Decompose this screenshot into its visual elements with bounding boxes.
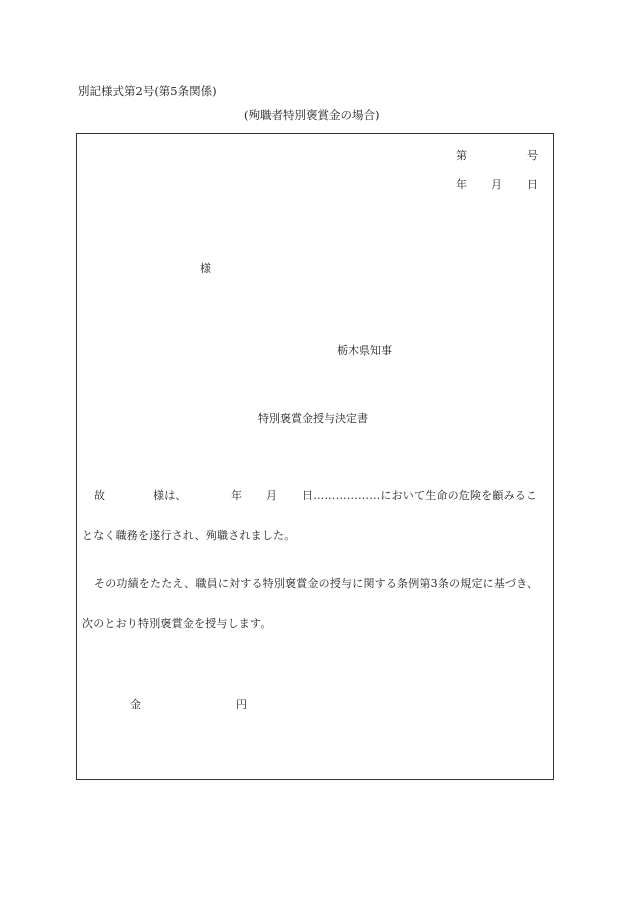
date-month: 月 bbox=[491, 178, 502, 191]
body-p1-month: 月 bbox=[266, 489, 278, 502]
document-title: 特別褒賞金授与決定書 bbox=[258, 412, 368, 425]
body-p1-sama: 様は、 bbox=[153, 489, 187, 502]
body-p1-ko: 故 bbox=[94, 489, 106, 502]
document-frame bbox=[76, 133, 554, 780]
body-p1-year: 年 bbox=[231, 489, 243, 502]
form-subtitle: (殉職者特別褒賞金の場合) bbox=[244, 108, 380, 122]
recipient-suffix: 様 bbox=[200, 262, 211, 275]
body-p2-line1: その功績をたたえ、職員に対する特別褒賞金の授与に関する条例第3条の規定に基づき、 bbox=[94, 577, 539, 590]
issuer: 栃木県知事 bbox=[337, 344, 392, 357]
form-id: 別記様式第2号(第5条関係) bbox=[78, 84, 217, 98]
body-p1-rest: 日………………において生命の危険を顧みるこ bbox=[302, 489, 538, 502]
date-year: 年 bbox=[456, 178, 467, 191]
amount-prefix: 金 bbox=[130, 698, 141, 711]
date-day: 日 bbox=[527, 178, 538, 191]
number-suffix: 号 bbox=[527, 149, 538, 162]
body-p1-line2: となく職務を遂行され、殉職されました。 bbox=[82, 529, 296, 542]
amount-unit: 円 bbox=[236, 698, 247, 711]
number-prefix: 第 bbox=[456, 149, 467, 162]
body-p2-line2: 次のとおり特別褒賞金を授与します。 bbox=[82, 617, 272, 630]
